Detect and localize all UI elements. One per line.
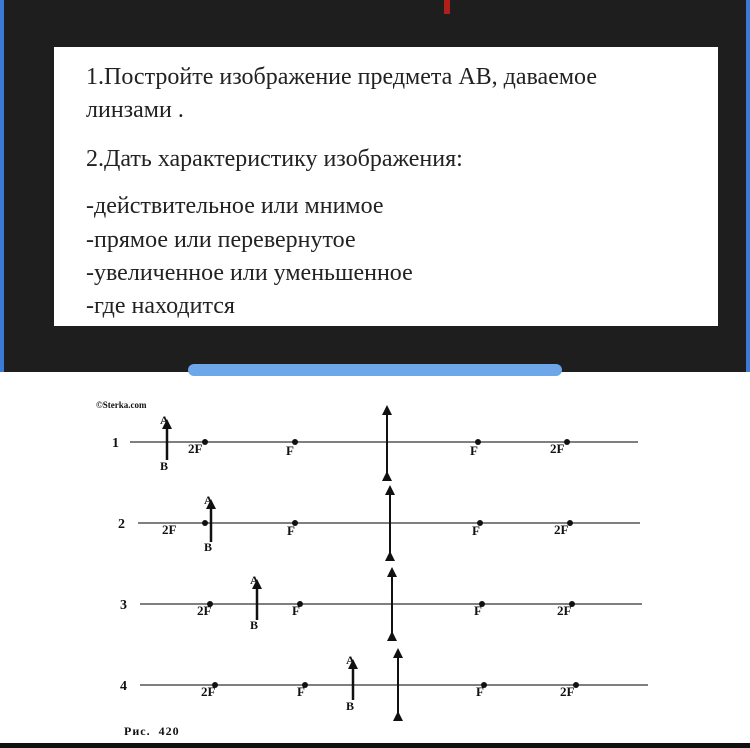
label-b: B	[204, 540, 213, 554]
label-f-right: F	[476, 684, 484, 699]
label-f-left: F	[286, 443, 294, 458]
label-2f-right: 2F	[557, 603, 572, 618]
task-line-1: 1.Постройте изображение предмета АВ, даваемое	[86, 64, 597, 90]
row-number: 1	[112, 436, 119, 451]
point-2f-right	[564, 439, 570, 445]
row-1	[112, 410, 638, 476]
label-b: B	[346, 699, 355, 713]
label-f-right: F	[470, 443, 478, 458]
label-f-left: F	[287, 523, 295, 538]
label-f-left: F	[297, 684, 305, 699]
label-2f-left: 2F	[188, 441, 203, 456]
row-2	[118, 490, 640, 556]
point-2f-left	[202, 439, 208, 445]
red-marker	[444, 0, 450, 14]
frame-edge-right	[746, 0, 750, 372]
task-line-6: -увеличенное или уменьшенное	[86, 260, 413, 286]
task-line-7: -где находится	[86, 293, 235, 319]
label-f-left: F	[292, 603, 300, 618]
label-2f-left: 2F	[201, 684, 216, 699]
label-2f-right: 2F	[560, 684, 575, 699]
label-2f-right: 2F	[550, 441, 565, 456]
scroll-handle[interactable]	[188, 364, 562, 376]
task-line-4: -действительное или мнимое	[86, 193, 384, 219]
label-a: A	[160, 413, 169, 427]
row-number: 4	[120, 679, 127, 694]
label-a: A	[204, 493, 213, 507]
bottom-border	[0, 743, 750, 748]
task-line-2: линзами .	[86, 97, 184, 123]
row-number: 2	[118, 517, 125, 532]
figure-caption: Рис. 420	[124, 724, 180, 738]
label-f-right: F	[474, 603, 482, 618]
row-number: 3	[120, 598, 127, 613]
label-b: B	[160, 459, 169, 473]
task-line-5: -прямое или перевернутое	[86, 227, 356, 253]
row-4	[120, 653, 648, 716]
label-f-right: F	[472, 523, 480, 538]
label-2f-left: 2F	[197, 603, 212, 618]
label-2f-right: 2F	[554, 522, 569, 537]
lens-figure	[0, 380, 750, 742]
label-a: A	[250, 573, 259, 587]
label-2f-left: 2F	[162, 522, 177, 537]
row-3	[120, 572, 642, 636]
frame-edge-left	[0, 0, 4, 372]
point-2f-left	[202, 520, 208, 526]
label-a: A	[346, 653, 355, 667]
label-b: B	[250, 618, 259, 632]
watermark: ©Sterka.com	[96, 400, 147, 410]
task-line-3: 2.Дать характеристику изображения:	[86, 146, 463, 172]
